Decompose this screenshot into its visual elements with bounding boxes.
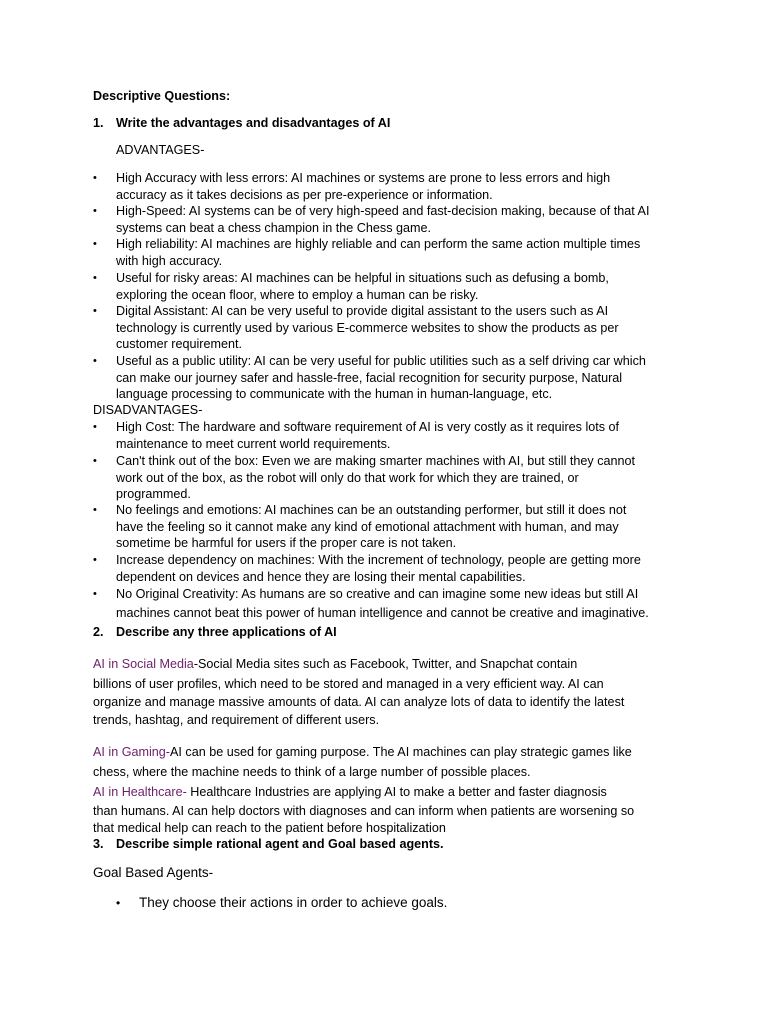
advantages-label: ADVANTAGES- — [116, 143, 205, 157]
paragraph-line: trends, hashtag, and requirement of different users. — [93, 713, 380, 727]
bullet-icon: • — [93, 238, 97, 250]
list-item-line: sometime be harmful for users if the proper care is not taken. — [116, 536, 457, 550]
healthcare-section — [93, 781, 634, 837]
list-item-line: exploring the ocean floor, where to employ a human can be risky. — [116, 287, 479, 302]
social-media-heading: AI in Social Media — [93, 657, 194, 671]
list-item-line: customer requirement. — [116, 337, 242, 351]
list-item-line: They choose their actions in order to achieve goals. — [139, 895, 448, 910]
list-item-line: Useful for risky areas: AI machines can be helpful in situations such as defusing a bomb, — [116, 271, 609, 285]
list-item-line: Useful as a public utility: AI can be very useful for public utilities such as a self driving car which — [116, 354, 646, 368]
bullet-icon: • — [93, 588, 97, 600]
list-item-line: accuracy as it takes decisions as per pre-experience or information. — [116, 187, 493, 202]
question-2-title: Describe any three applications of AI — [116, 625, 337, 639]
list-item-line: High reliability: AI machines are highly reliable and can perform the same action multiple times — [116, 237, 641, 251]
question-2-number: 2. — [93, 625, 104, 639]
healthcare-heading: AI in Healthcare- — [93, 785, 187, 799]
list-item-line: programmed. — [116, 487, 191, 501]
list-item-line: No Original Creativity: As humans are so creative and can imagine some new ideas but still AI — [116, 587, 639, 601]
list-item-line: can make our journey safer and hassle-free, facial recognition for security purpose, Natural — [116, 370, 623, 385]
list-item-line: High Cost: The hardware and software requirement of AI is very costly as it requires lots of — [116, 420, 620, 434]
social-media-section — [93, 653, 624, 729]
list-item-line: dependent on devices and hence they are losing their mental capabilities. — [116, 569, 526, 584]
bullet-icon: • — [116, 896, 121, 910]
paragraph-line: that medical help can reach to the patient before hospitalization — [93, 821, 446, 835]
healthcare-first-line: Healthcare Industries are applying AI to make a better and faster diagnosis — [186, 785, 607, 799]
goal-based-agents-label: Goal Based Agents- — [93, 865, 214, 880]
list-item-line: maintenance to meet current world requirements. — [116, 436, 391, 451]
list-item-line: machines cannot beat this power of human intelligence and cannot be creative and imaginative. — [116, 605, 649, 620]
paragraph-line: organize and manage massive amounts of data. AI can analyze lots of data to identify the latest — [93, 695, 625, 709]
list-item-line: language processing to communicate with the human in human-language, etc. — [116, 387, 553, 401]
list-item-line: with high accuracy. — [116, 253, 223, 268]
paragraph-line: chess, where the machine needs to think of a large number of possible places. — [93, 765, 531, 779]
list-item-line: No feelings and emotions: AI machines can be an outstanding performer, but still it does not — [116, 503, 627, 517]
list-item-line: technology is currently used by various E-commerce websites to show the products as per — [116, 320, 619, 335]
paragraph-line: billions of user profiles, which need to be stored and managed in a very efficient way. AI can — [93, 677, 604, 691]
bullet-icon: • — [93, 554, 97, 566]
bullet-icon: • — [93, 421, 97, 433]
bullet-icon: • — [93, 272, 97, 284]
list-item-line: Digital Assistant: AI can be very useful to provide digital assistant to the users such as AI — [116, 304, 609, 318]
question-3-number: 3. — [93, 837, 104, 851]
question-3-title: Describe simple rational agent and Goal based agents. — [116, 837, 444, 851]
question-1-title: Write the advantages and disadvantages of AI — [116, 116, 391, 130]
bullet-icon: • — [93, 172, 97, 184]
list-item-line: High Accuracy with less errors: AI machines or systems are prone to less errors and high — [116, 171, 611, 185]
list-item-line: Increase dependency on machines: With the increment of technology, people are getting more — [116, 553, 641, 567]
list-item-line: Can't think out of the box: Even we are making smarter machines with AI, but still they cannot — [116, 454, 636, 468]
gaming-heading: AI in Gaming- — [93, 745, 170, 759]
list-item-line: systems can beat a chess champion in the Chess game. — [116, 220, 432, 235]
bullet-icon: • — [93, 455, 97, 467]
gaming-section — [93, 741, 632, 781]
bullet-icon: • — [93, 355, 97, 367]
paragraph-line: than humans. AI can help doctors with diagnoses and can inform when patients are worsening so — [93, 804, 635, 818]
list-item-line: High-Speed: AI systems can be of very high-speed and fast-decision making, because of that AI — [116, 204, 650, 218]
social-media-first-line: -Social Media sites such as Facebook, Twitter, and Snapchat contain — [193, 657, 578, 671]
doc-heading: Descriptive Questions: — [93, 89, 231, 103]
list-item-line: work out of the box, as the robot will only do that work for which they are trained, or — [116, 470, 579, 485]
gaming-first-line: AI can be used for gaming purpose. The AI machines can play strategic games like — [170, 745, 632, 759]
list-item-line: have the feeling so it cannot make any kind of emotional attachment with human, and may — [116, 519, 619, 534]
question-1-number: 1. — [93, 116, 104, 130]
bullet-icon: • — [93, 305, 97, 317]
bullet-icon: • — [93, 504, 97, 516]
bullet-icon: • — [93, 205, 97, 217]
disadvantages-label: DISADVANTAGES- — [93, 403, 203, 417]
